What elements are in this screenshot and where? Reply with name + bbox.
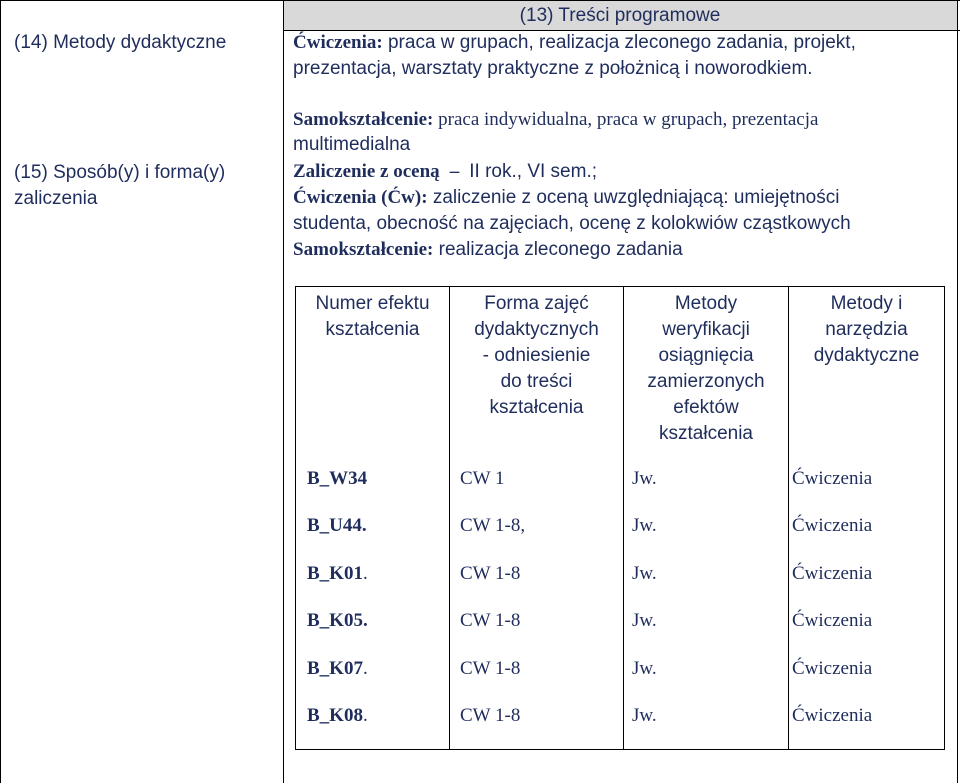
- sam-text-15: realizacja zleconego zadania: [438, 239, 683, 260]
- section-14-cw-line1: [293, 30, 946, 56]
- section-15-label-2: zaliczenia: [14, 188, 98, 209]
- table-row: B_K07. CW 1-8 Jw. Ćwiczenia: [307, 658, 873, 679]
- column-divider: [283, 0, 284, 783]
- table-row: B_W34 CW 1 Jw. Ćwiczenia: [307, 468, 873, 489]
- table-row: B_K01. CW 1-8 Jw. Ćwiczenia: [307, 563, 873, 584]
- frame-left: [0, 0, 1, 783]
- table-header-forma: Forma zajęć dydaktycznych - odniesienie do treści kształcenia: [474, 293, 599, 418]
- section-15-sam-line: [293, 237, 683, 263]
- section-14-title: Metody dydaktyczne: [53, 32, 227, 53]
- section-15-cw-line1: [293, 185, 946, 211]
- section-15-number: (15): [14, 162, 48, 183]
- section-13-header: [283, 3, 957, 29]
- section-14-label: [14, 30, 226, 56]
- section-13-number: (13): [519, 5, 554, 26]
- frame-right: [957, 0, 958, 783]
- section-14-cw-line2: prezentacja, warsztaty praktyczne z położnicą i noworodkiem.: [293, 58, 813, 79]
- table-header-narzedzia: Metody i narzędzia dydaktyczne: [813, 293, 920, 366]
- section-15-cw-line2: studenta, obecność na zajęciach, ocenę z kolokwiów cząstkowych: [293, 213, 851, 234]
- section-13-title: Treści programowe: [558, 5, 721, 26]
- sam-label-15: Samokształcenie:: [293, 239, 434, 260]
- section-15-title: Sposób(y) i forma(y): [53, 162, 226, 183]
- cw-label-15: Ćwiczenia (Ćw):: [293, 187, 428, 208]
- cw-label: Ćwiczenia:: [293, 32, 383, 53]
- sam-label: Samokształcenie:: [293, 109, 434, 130]
- cw-text: praca w grupach, realizacja zleconego zadania, projekt,: [387, 32, 856, 53]
- table-row: B_K05. CW 1-8 Jw. Ćwiczenia: [307, 610, 873, 631]
- section-14-sam-line2: multimedialna: [293, 134, 411, 155]
- cw-text-15: zaliczenie z oceną uwzględniającą: umiejętności: [432, 187, 840, 208]
- table-row: B_U44. CW 1-8, Jw. Ćwiczenia: [307, 515, 873, 536]
- table-header-numer: Numer efektu kształcenia: [315, 293, 430, 340]
- zaliczenie-line: Zaliczenie z oceną – II rok., VI sem.;: [293, 161, 597, 182]
- table-header-metody: Metody weryfikacji osiągnięcia zamierzonych efektów kształcenia: [647, 293, 765, 444]
- section-14-number: (14): [14, 32, 48, 53]
- learning-outcomes-table: [295, 286, 945, 750]
- section-14-sam-line1: [293, 107, 946, 133]
- zaliczenie-term: II rok., VI sem.;: [469, 161, 597, 182]
- frame-top: [0, 0, 960, 1]
- sam-text: praca indywidualna, praca w grupach, prezentacja: [438, 109, 819, 130]
- table-row: B_K08. CW 1-8 Jw. Ćwiczenia: [307, 705, 873, 726]
- zaliczenie-label: Zaliczenie z oceną: [293, 161, 440, 182]
- section-15-label: [14, 160, 272, 186]
